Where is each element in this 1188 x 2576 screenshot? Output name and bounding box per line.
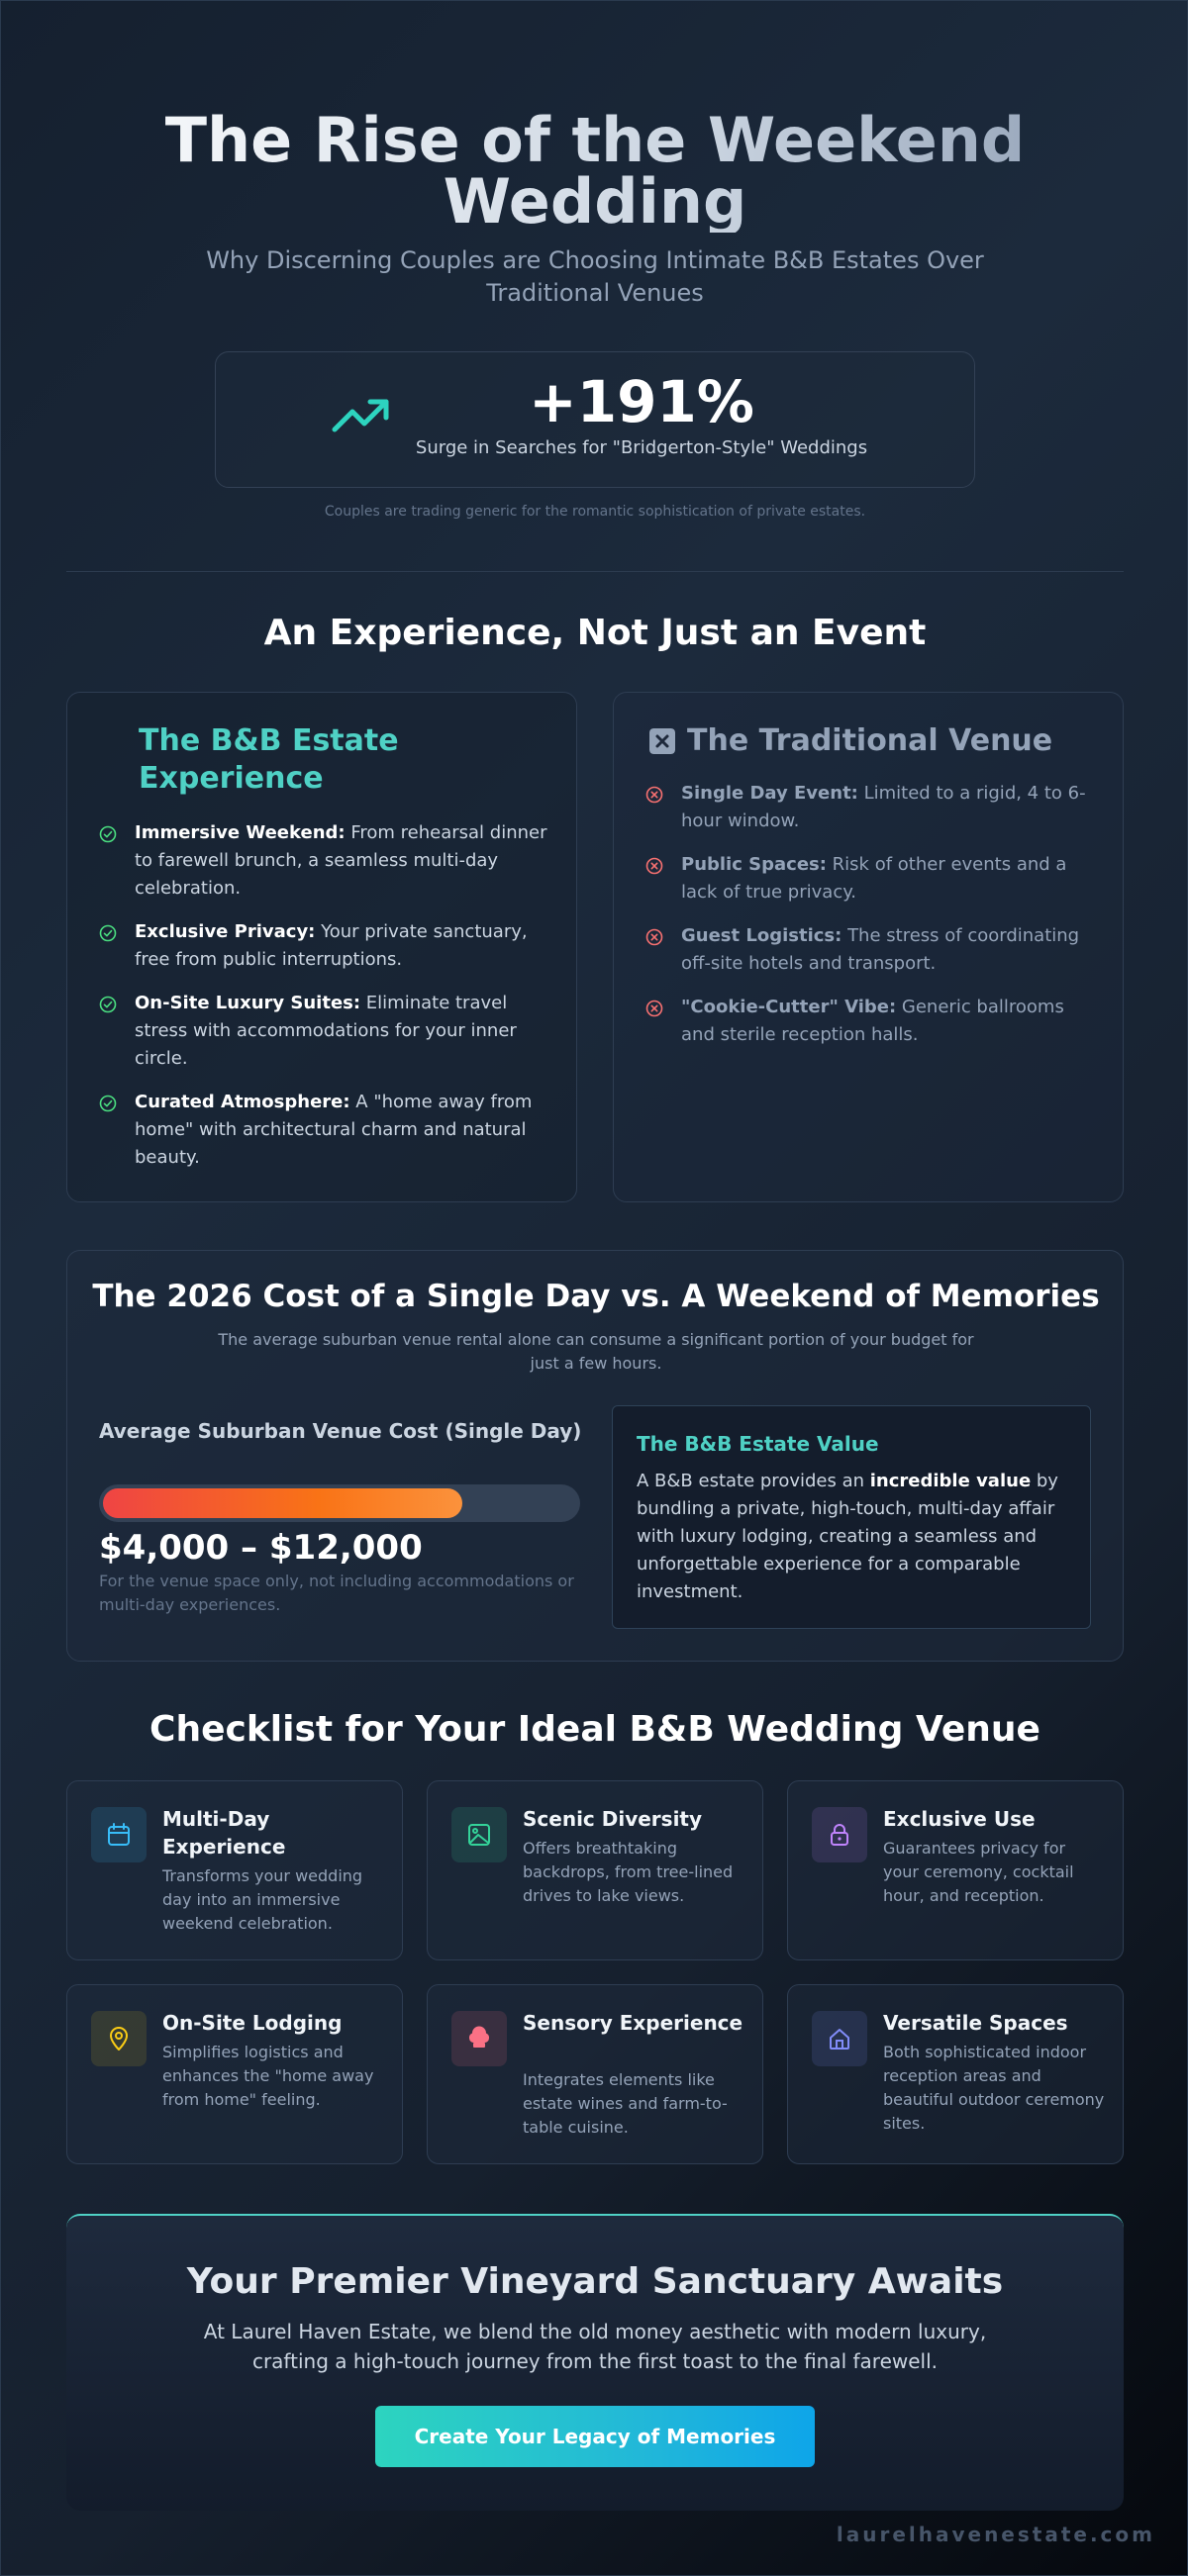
comparison-title: An Experience, Not Just an Event <box>263 613 927 653</box>
item-label: On-Site Luxury Suites: <box>135 993 361 1013</box>
value-text-bold: incredible value <box>869 1471 1032 1491</box>
item-label: Curated Atmosphere: <box>135 1092 350 1112</box>
cost-bar-fill <box>103 1488 462 1518</box>
bb-estate-heading: The B&B Estate Experience <box>139 723 399 796</box>
value-body <box>637 1468 1072 1606</box>
value-text-pre: A B&B estate provides an <box>637 1471 870 1491</box>
item-text: Eliminate travel stress with accommodations for your inner circle. <box>135 993 517 1069</box>
stat-card <box>215 351 975 488</box>
checklist-card-versatile <box>787 1984 1124 2164</box>
checklist-card-scenic <box>427 1780 763 1960</box>
checklist-title-text: Multi-Day Experience <box>162 1807 286 1859</box>
map-pin-icon <box>91 2011 147 2066</box>
bb-estate-list <box>99 819 554 1188</box>
item-label: "Cookie-Cutter" Vibe: <box>681 997 897 1017</box>
checklist-card-lodging <box>66 1984 403 2164</box>
item-text: Generic ballrooms and sterile reception halls. <box>681 997 1064 1045</box>
checklist-desc: Transforms your wedding day into an immersive weekend celebration. <box>162 1866 363 1933</box>
checklist-desc: Integrates elements like estate wines and farm-to-table cuisine. <box>523 2070 728 2137</box>
bb-estate-card <box>66 692 577 1202</box>
list-item <box>645 780 1101 835</box>
check-circle-icon <box>99 825 117 843</box>
traditional-venue-heading: The Traditional Venue <box>687 723 1053 758</box>
lock-icon <box>812 1807 867 1862</box>
item-label: Exclusive Privacy: <box>135 921 316 942</box>
item-text: The stress of coordinating off-site hotels and transport. <box>681 925 1080 974</box>
list-item <box>645 851 1101 906</box>
checklist-title: Checklist for Your Ideal B&B Wedding Venue <box>149 1709 1040 1750</box>
section-divider <box>66 571 1124 572</box>
cost-bar-track <box>99 1484 580 1522</box>
traditional-venue-list <box>645 780 1101 1065</box>
item-text: A "home away from home" with architectural charm and natural beauty. <box>135 1092 533 1168</box>
value-box <box>612 1405 1091 1629</box>
list-item <box>99 918 554 974</box>
item-label: Guest Logistics: <box>681 925 842 946</box>
check-circle-icon <box>99 924 117 942</box>
x-square-icon <box>649 728 675 754</box>
cost-title: The 2026 Cost of a Single Day vs. A Weekend of Memories <box>92 1279 1100 1314</box>
stat-caption: Couples are trading generic for the romantic sophistication of private estates. <box>324 504 866 520</box>
list-item <box>99 819 554 903</box>
item-label: Public Spaces: <box>681 854 827 875</box>
checklist-title-text: Versatile Spaces <box>883 2011 1068 2035</box>
checklist-card-sensory <box>427 1984 763 2164</box>
list-item <box>99 1089 554 1172</box>
checklist-desc: Both sophisticated indoor reception areas and beautiful outdoor ceremony sites. <box>883 2043 1105 2133</box>
page-title: The Rise of the Weekend Wedding <box>100 110 1090 233</box>
cost-amount: $4,000 – $12,000 <box>99 1528 423 1568</box>
checklist-card-exclusive <box>787 1780 1124 1960</box>
value-text-post: by bundling a private, high-touch, multi-day affair with luxury lodging, creating a seamless and unforgettable experience for a comparable investment. <box>637 1471 1058 1602</box>
checklist-desc: Simplifies logistics and enhances the "home away from home" feeling. <box>162 2043 374 2109</box>
cost-subtitle: The average suburban venue rental alone can consume a significant portion of your budget for just a few hours. <box>218 1330 974 1373</box>
x-circle-icon <box>645 857 663 875</box>
page-subtitle: Why Discerning Couples are Choosing Intimate B&B Estates Over Traditional Venues <box>206 246 984 307</box>
item-text: From rehearsal dinner to farewell brunch, a seamless multi-day celebration. <box>135 822 547 899</box>
cost-note: For the venue space only, not including accommodations or multi-day experiences. <box>99 1572 574 1614</box>
item-text: Your private sanctuary, free from public interruptions. <box>135 921 528 970</box>
chef-hat-icon <box>451 2011 507 2066</box>
checklist-desc: Guarantees privacy for your ceremony, cocktail hour, and reception. <box>883 1839 1074 1905</box>
cta-title: Your Premier Vineyard Sanctuary Awaits <box>186 2261 1004 2302</box>
image-icon <box>451 1807 507 1862</box>
value-title: The B&B Estate Value <box>637 1432 879 1456</box>
item-text: Limited to a rigid, 4 to 6-hour window. <box>681 783 1086 831</box>
cost-label: Average Suburban Venue Cost (Single Day) <box>99 1419 582 1443</box>
check-circle-icon <box>99 996 117 1013</box>
item-text: Risk of other events and a lack of true privacy. <box>681 854 1067 903</box>
home-icon <box>812 2011 867 2066</box>
stat-label: Surge in Searches for "Bridgerton-Style" Weddings <box>415 437 868 458</box>
footer-domain[interactable]: laurelhavenestate.com <box>836 2523 1155 2546</box>
cta-card <box>66 2214 1124 2511</box>
item-label: Immersive Weekend: <box>135 822 346 843</box>
checklist-title-text: Scenic Diversity <box>523 1807 703 1831</box>
x-circle-icon <box>645 1000 663 1017</box>
checklist-title-text: On-Site Lodging <box>162 2011 343 2035</box>
traditional-venue-card <box>613 692 1124 1202</box>
list-item <box>99 990 554 1073</box>
x-circle-icon <box>645 928 663 946</box>
stat-value: +191% <box>529 368 754 435</box>
x-circle-icon <box>645 786 663 804</box>
check-circle-icon <box>99 1095 117 1112</box>
item-label: Single Day Event: <box>681 783 858 804</box>
trending-up-icon <box>331 396 392 435</box>
checklist-title-text: Sensory Experience <box>523 2011 743 2035</box>
create-legacy-button[interactable]: Create Your Legacy of Memories <box>375 2406 815 2467</box>
checklist-desc: Offers breathtaking backdrops, from tree-lined drives to lake views. <box>523 1839 734 1905</box>
cta-body: At Laurel Haven Estate, we blend the old money aesthetic with modern luxury, crafting a high-touch journey from the first toast to the final farewell. <box>203 2320 987 2373</box>
list-item <box>645 922 1101 978</box>
checklist-card-multi-day <box>66 1780 403 1960</box>
cost-card <box>66 1250 1124 1662</box>
list-item <box>645 994 1101 1049</box>
calendar-icon <box>91 1807 147 1862</box>
checklist-title-text: Exclusive Use <box>883 1807 1036 1831</box>
